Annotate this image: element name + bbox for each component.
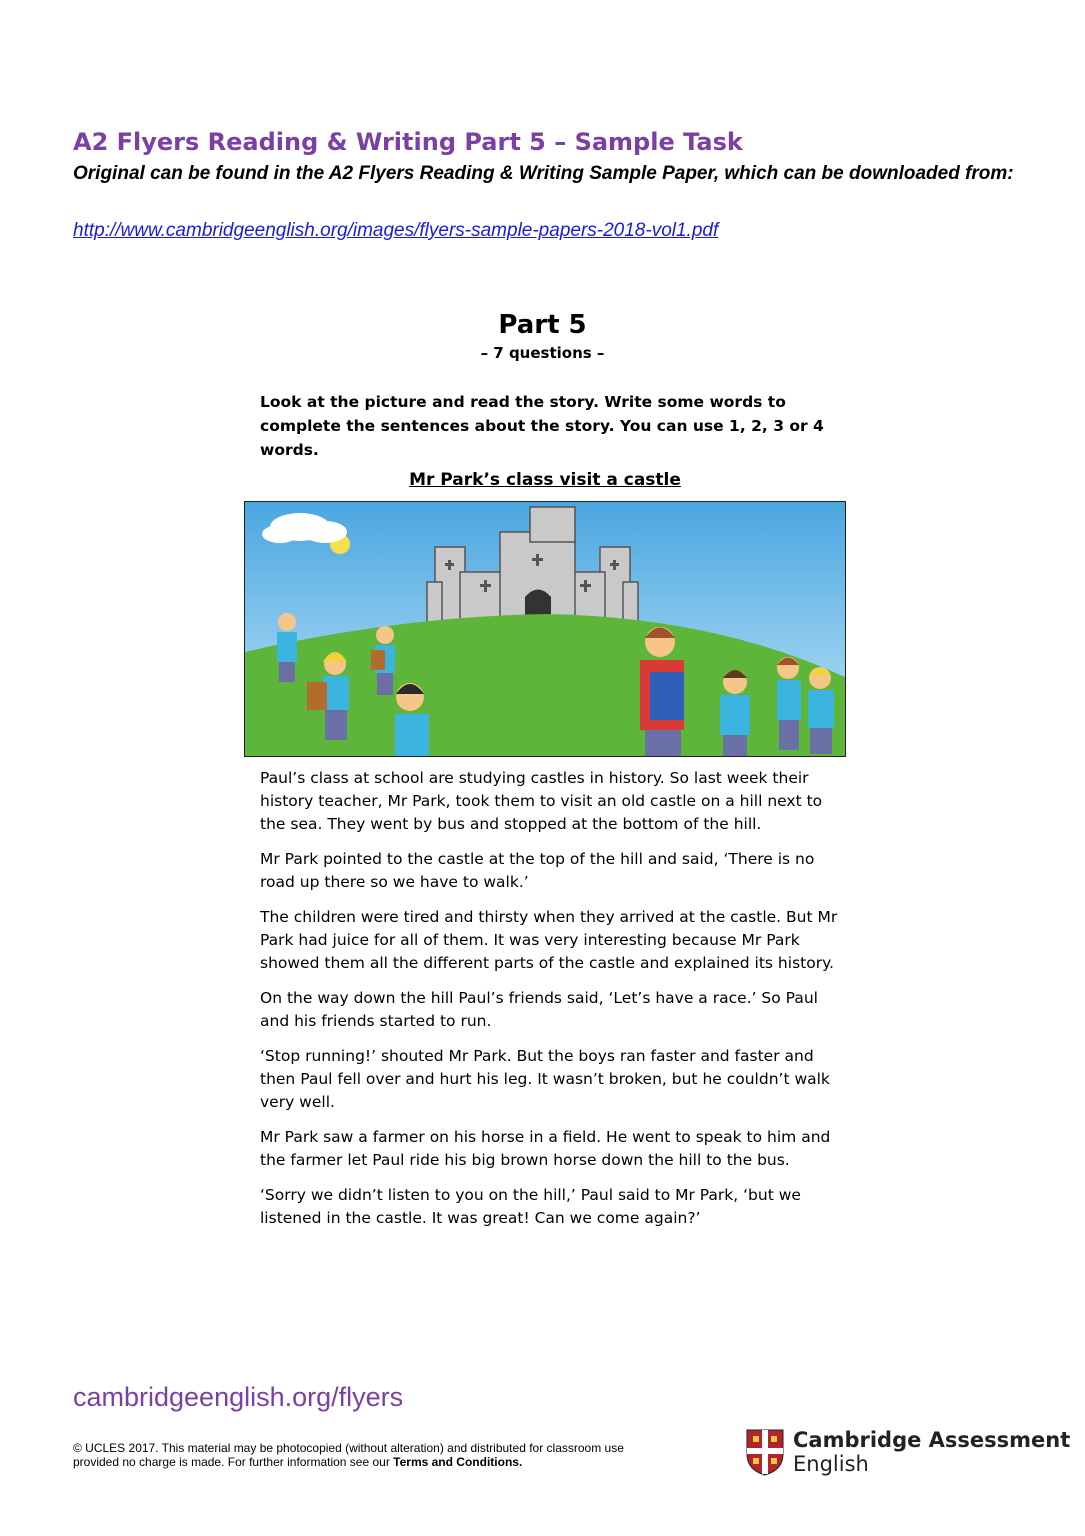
shield-icon: [745, 1428, 785, 1476]
story-paragraph: The children were tired and thirsty when they arrived at the castle. But Mr Park had juice for all of them. It was very interesting because Mr Park showed them all the different parts of the castle and explained its history.: [260, 908, 838, 972]
story-paragraph: ‘Sorry we didn’t listen to you on the hill,’ Paul said to Mr Park, ‘but we listened in the castle. It was great! Can we come again?’: [260, 1186, 801, 1227]
page-title: A2 Flyers Reading & Writing Part 5 – Sample Task: [73, 128, 743, 156]
source-note: Original can be found in the A2 Flyers Reading & Writing Sample Paper, which can be downloaded from:: [73, 163, 1014, 184]
copyright-notice: [73, 1441, 673, 1469]
terms-link[interactable]: Terms and Conditions.: [393, 1455, 523, 1469]
castle-illustration: [244, 501, 846, 757]
logo-wordmark: [793, 1428, 1070, 1476]
cambridge-logo: [745, 1428, 1071, 1480]
part-subtitle: – 7 questions –: [480, 344, 605, 362]
task-instructions: Look at the picture and read the story. Write some words to complete the sentences about the story. You can use 1, 2, 3 or 4 words.: [260, 393, 824, 459]
sample-paper-link[interactable]: http://www.cambridgeenglish.org/images/flyers-sample-papers-2018-vol1.pdf: [73, 220, 719, 241]
story-paragraph: On the way down the hill Paul’s friends said, ‘Let’s have a race.’ So Paul and his friends started to run.: [260, 989, 818, 1030]
part-title: Part 5: [498, 310, 587, 340]
logo-line-1: Cambridge Assessment: [793, 1428, 1071, 1452]
story-paragraph: Paul’s class at school are studying castles in history. So last week their history teacher, Mr Park, took them to visit an old castle on a hill next to the sea. They went by bus and stopped at the bottom of the hill.: [260, 769, 823, 833]
story-paragraph: Mr Park saw a farmer on his horse in a field. He went to speak to him and the farmer let Paul ride his big brown horse down the hill to the bus.: [260, 1128, 831, 1169]
logo-line-2: English: [793, 1452, 869, 1476]
story-paragraph: Mr Park pointed to the castle at the top of the hill and said, ‘There is no road up there so we have to walk.’: [260, 850, 815, 891]
castle-scene-image: [245, 502, 845, 756]
story-title: Mr Park’s class visit a castle: [409, 470, 681, 490]
footer-url[interactable]: cambridgeenglish.org/flyers: [73, 1382, 404, 1412]
copyright-text: © UCLES 2017. This material may be photocopied (without alteration) and distributed for classroom use provided no charge is made. For further information see our: [73, 1441, 624, 1469]
story-text: [260, 767, 840, 1242]
story-paragraph: ‘Stop running!’ shouted Mr Park. But the boys ran faster and faster and then Paul fell over and hurt his leg. It wasn’t broken, but he couldn’t walk very well.: [260, 1047, 830, 1111]
